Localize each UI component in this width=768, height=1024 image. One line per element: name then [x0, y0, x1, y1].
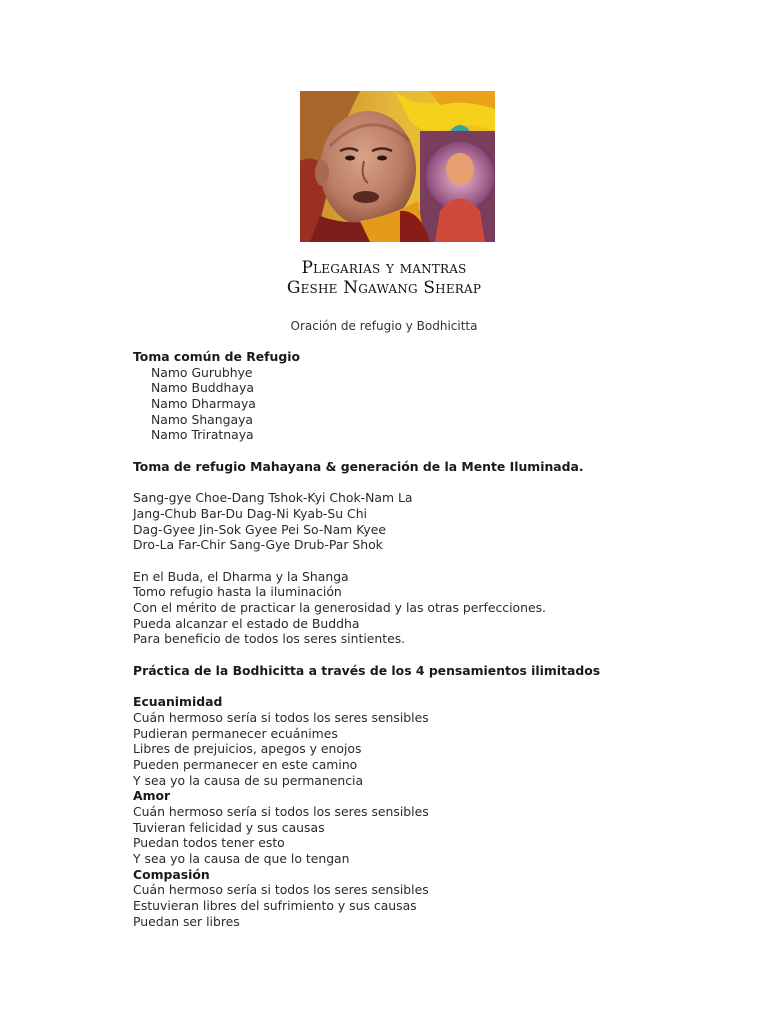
monk-portrait-icon: [300, 91, 495, 242]
spanish-verse-line: Pueda alcanzar el estado de Buddha: [133, 615, 360, 631]
tibetan-verse-line: Sang-gye Choe-Dang Tshok-Kyi Chok-Nam La: [133, 490, 413, 506]
spanish-verse-line: En el Buda, el Dharma y la Shanga: [133, 568, 349, 584]
author-name: Geshe Ngawang Sherap: [286, 278, 482, 298]
verse-line: Y sea yo la causa de su permanencia: [133, 772, 364, 788]
tibetan-verse-line: Dag-Gyee Jin-Sok Gyee Pei So-Nam Kyee: [133, 521, 386, 537]
verse-line: Pueden permanecer en este camino: [133, 756, 358, 772]
subsection-heading-compasion: Compasión: [133, 866, 210, 882]
tibetan-verse-line: Dro-La Far-Chir Sang-Gye Drub-Par Shok: [133, 537, 383, 553]
subsection-heading-amor: Amor: [133, 788, 171, 804]
verse-line: Cuán hermoso sería si todos los seres sensibles: [133, 882, 429, 898]
verse-line: Pudieran permanecer ecuánimes: [133, 725, 338, 741]
spacer: [133, 475, 733, 491]
verse-line: Cuán hermoso sería si todos los seres sensibles: [133, 709, 429, 725]
mantra-line: Namo Shangaya: [151, 411, 253, 427]
mantra-line: Namo Gurubhye: [151, 364, 253, 380]
spacer: [133, 678, 733, 694]
section-heading-refugio-comun: Toma común de Refugio: [133, 349, 301, 364]
spacer: [133, 553, 733, 569]
verse-line: Cuán hermoso sería si todos los seres sensibles: [133, 803, 429, 819]
verse-line: Libres de prejuicios, apegos y enojos: [133, 741, 362, 757]
tibetan-verse-line: Jang-Chub Bar-Du Dag-Ni Kyab-Su Chi: [133, 505, 368, 521]
spacer: [133, 647, 733, 663]
verse-line: Puedan ser libres: [133, 913, 240, 929]
verse-line: Estuvieran libres del sufrimiento y sus causas: [133, 898, 417, 914]
document-subtitle: Oración de refugio y Bodhicitta: [290, 319, 478, 333]
monk-portrait-photo: [300, 91, 495, 242]
mantra-line: Namo Dharmaya: [151, 396, 256, 412]
section-heading-refugio-mahayana: Toma de refugio Mahayana & generación de la Mente Iluminada.: [133, 458, 584, 474]
document-title: Plegarias y mantras: [301, 258, 467, 278]
verse-line: Y sea yo la causa de que lo tengan: [133, 851, 350, 866]
spanish-verse-line: Para beneficio de todos los seres sintientes.: [133, 631, 406, 647]
document-body: [133, 349, 733, 929]
spanish-verse-line: Tomo refugio hasta la iluminación: [133, 584, 342, 600]
spacer: [133, 443, 733, 459]
verse-line: Tuvieran felicidad y sus causas: [133, 819, 325, 835]
verse-line: Puedan todos tener esto: [133, 835, 285, 851]
mantra-line: Namo Triratnaya: [151, 427, 254, 443]
subsection-heading-ecuanimidad: Ecuanimidad: [133, 694, 223, 710]
section-heading-practica: Práctica de la Bodhicitta a través de los 4 pensamientos ilimitados: [133, 662, 601, 678]
mantra-line: Namo Buddhaya: [151, 380, 254, 396]
spanish-verse-line: Con el mérito de practicar la generosidad y las otras perfecciones.: [133, 600, 546, 615]
